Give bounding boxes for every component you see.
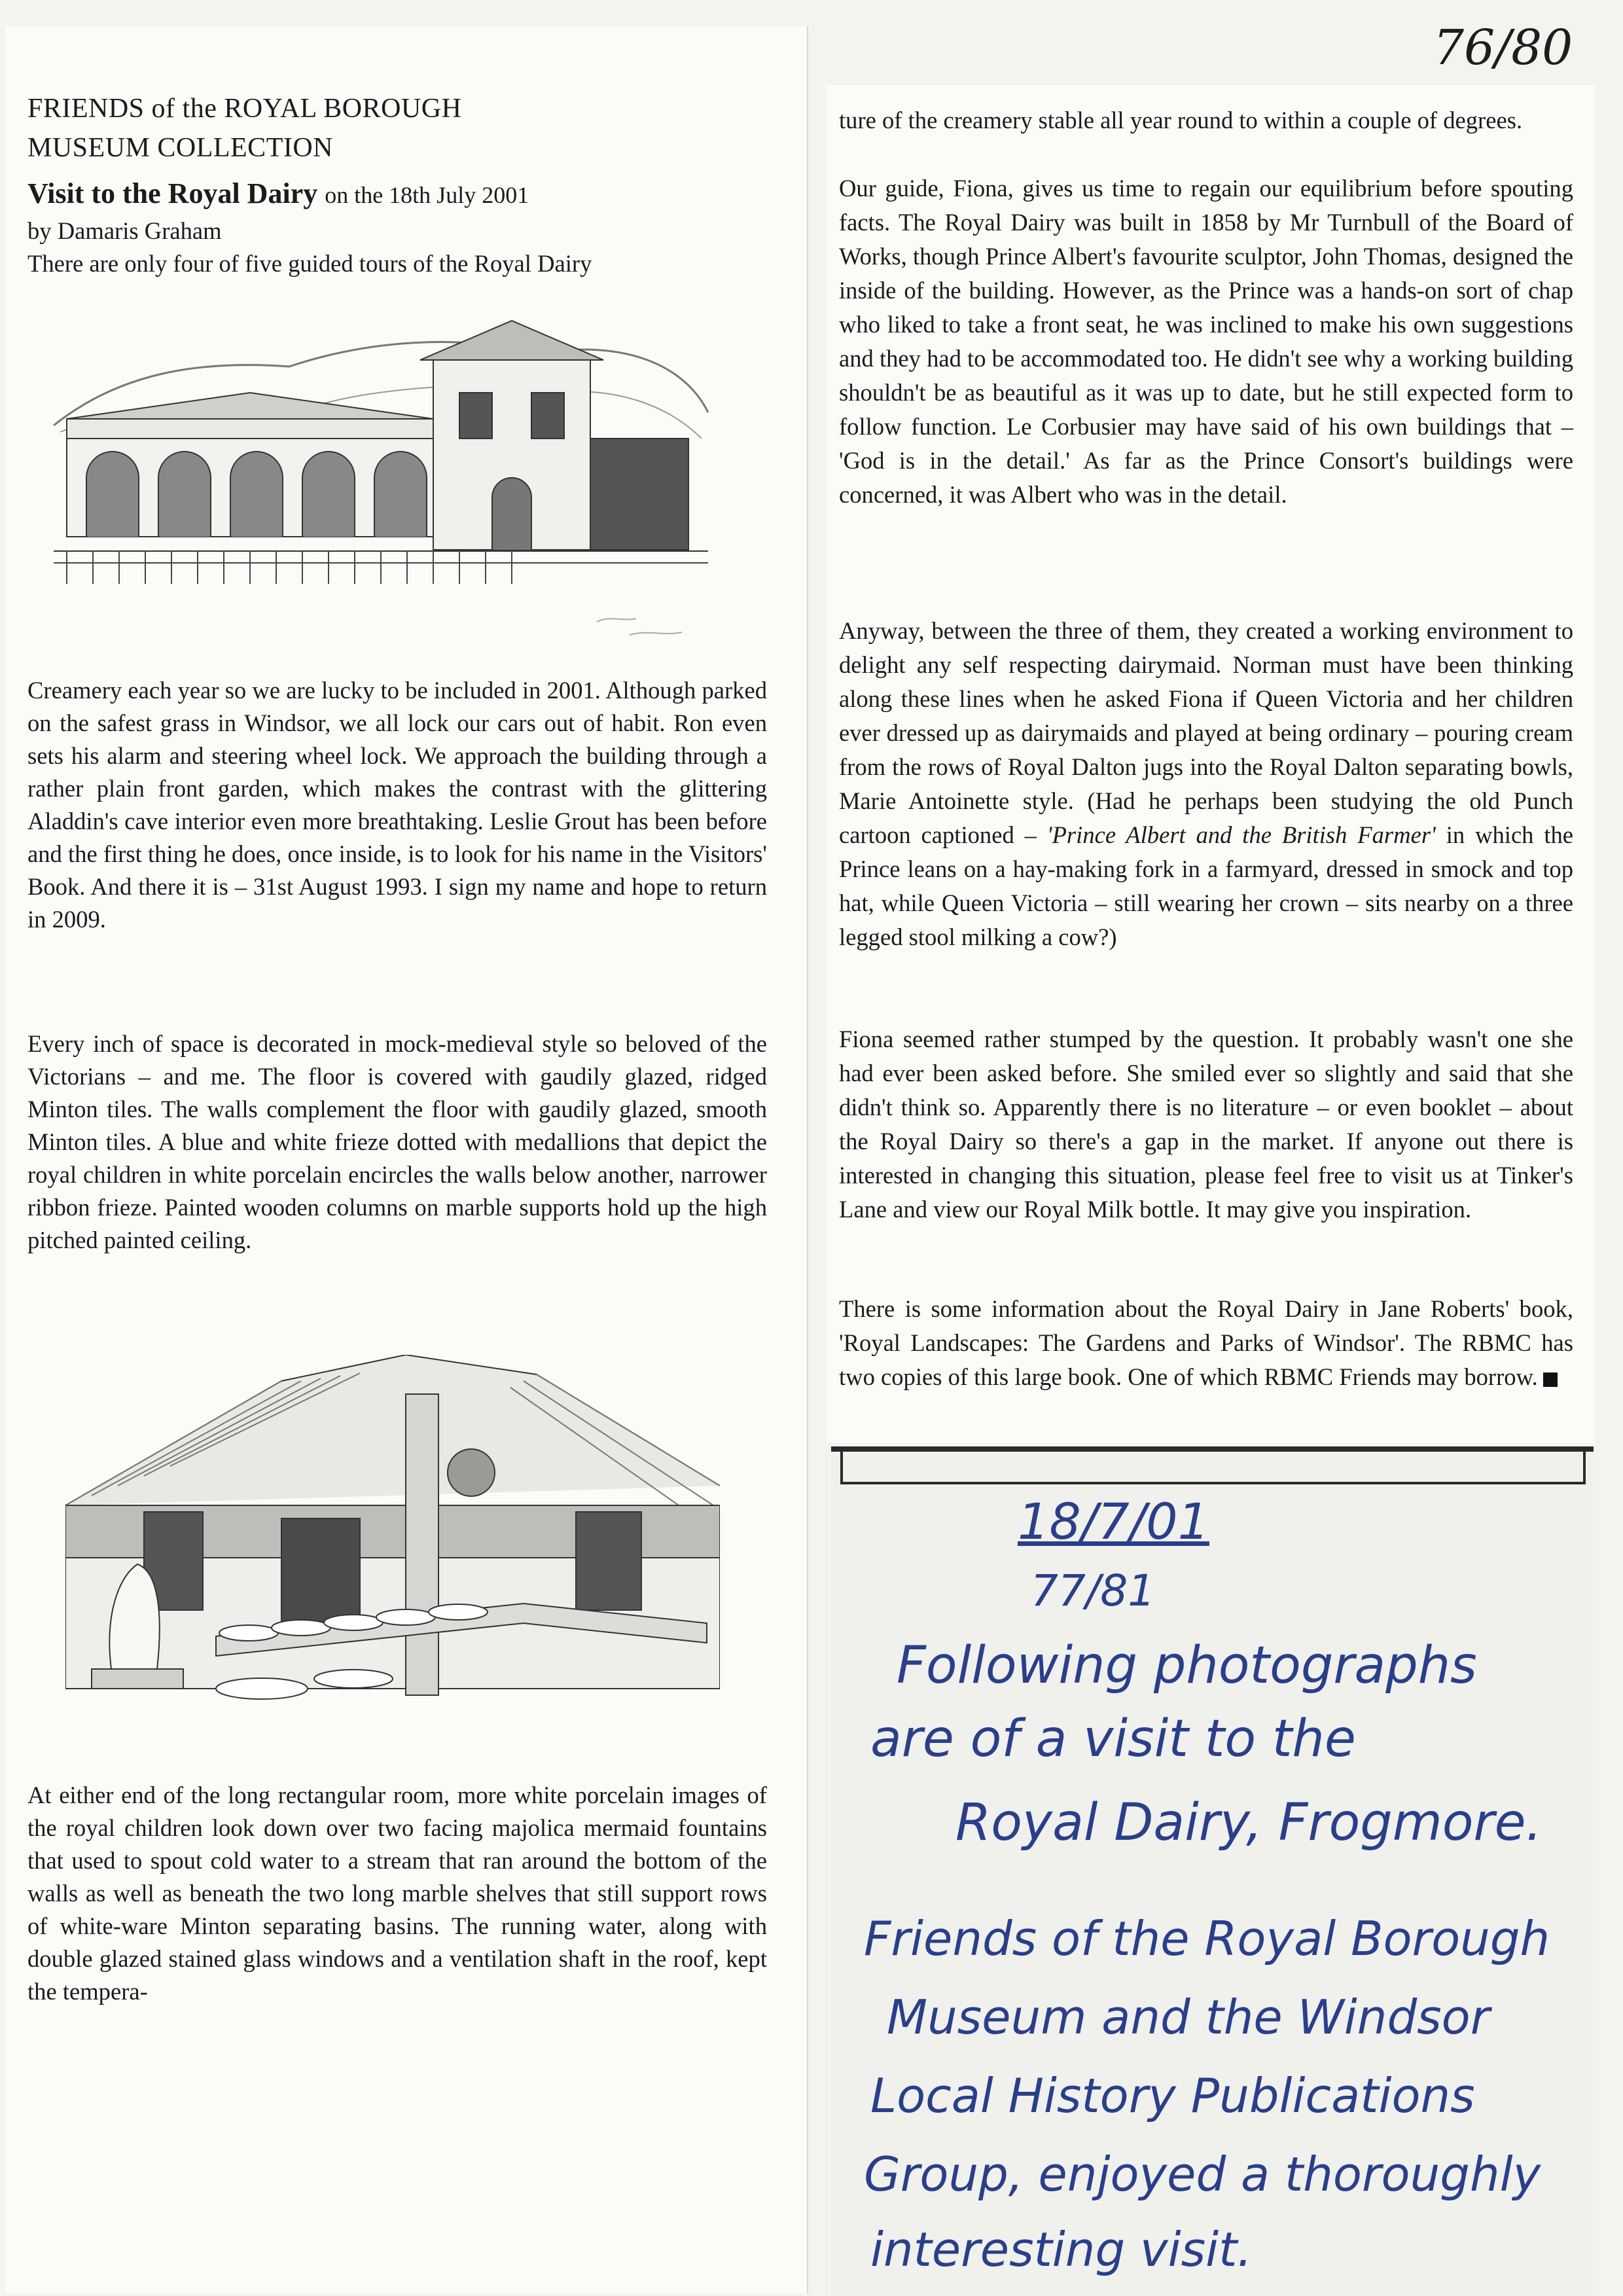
note-line-2: are of a visit to the <box>870 1710 1356 1768</box>
newsletter-title-line1: FRIENDS of the ROYAL BOROUGH <box>27 94 462 124</box>
newsletter-title-line2: MUSEUM COLLECTION <box>27 133 333 163</box>
punch-cartoon-caption: 'Prince Albert and the British Farmer' <box>1046 821 1436 848</box>
right-paragraph-3-end: in which the Prince leans on a hay-making fork in a farmyard, dressed in smock and top hat, while Queen Victoria – still wearing her crown – sits nearby on a three legged stool milking a cow?) <box>839 821 1574 950</box>
right-paragraph-1: ture of the creamery stable all year round to within a couple of degrees. <box>839 107 1523 134</box>
end-of-article-mark <box>1543 1372 1558 1387</box>
page-number-stamp: 76/80 <box>1433 20 1573 76</box>
right-paragraph-4: Fiona seemed rather stumped by the question. It probably wasn't one she had ever been asked before. She smiled ever so slightly and said that she didn't think so. Apparently there is no literature – or even booklet – about the Royal Dairy so there's a gap in the market. If anyone out there is interested in changing this situation, please feel free to visit us at Tinker's Lane and view our Royal Milk bottle. It may give you inspiration. <box>839 1026 1573 1223</box>
interior-sketch <box>65 1355 720 1708</box>
visit-title: Visit to the Royal Dairy <box>27 177 318 209</box>
right-paragraph-5-text: There is some information about the Royal Dairy in Jane Roberts' book, 'Royal Landscapes: The Gardens and Parks of Windsor'. The RBMC has two copies of this large book. One of which RBMC Friends may borrow. <box>839 1295 1573 1390</box>
note-date: 18/7/01 <box>1018 1492 1209 1551</box>
right-paragraph-3 <box>839 614 1573 954</box>
right-paragraph-3-start: Anyway, between the three of them, they created a working environment to delight any self respecting dairymaid. Norman must have been thinking along these lines when he asked Fiona if Queen Victoria and her children ever dressed up as dairymaids and played at being ordinary – pouring cream from the rows of Royal Dalton jugs into the Royal Dalton separating bowls, Marie Antoinette style. (Had he perhaps been studying the old Punch cartoon captioned – <box>839 617 1573 848</box>
left-paragraph-1: Creamery each year so we are lucky to be included in 2001. Although parked on the safest grass in Windsor, we all lock our cars out of habit. Ron even sets his alarm and steering wheel lock. We approach the building through a rather plain front garden, which makes the contrast with the glittering Aladdin's cave interior even more breathtaking. Leslie Grout has been before and the first thing he does, once inside, is to look for his name in the Visitors' Book. And there it is – 31st August 1993. I sign my name and hope to return in 2009. <box>27 677 767 933</box>
right-paragraph-5 <box>839 1292 1573 1394</box>
visit-date: on the 18th July 2001 <box>325 182 529 208</box>
note-line-7: Group, enjoyed a thoroughly <box>864 2147 1541 2202</box>
article-title <box>27 177 529 210</box>
note-line-8: interesting visit. <box>870 2222 1253 2277</box>
note-line-5: Museum and the Windsor <box>887 1990 1490 2045</box>
card-frame <box>840 1450 1586 1484</box>
note-line-4: Friends of the Royal Borough <box>864 1911 1550 1966</box>
left-paragraph-2: Every inch of space is decorated in mock-medieval style so beloved of the Victorians – and me. The floor is covered with gaudily glazed, ridged Minton tiles. The walls complement the floor with gaudily glazed, smooth Minton tiles. A blue and white frieze dotted with medallions that depict the royal children in white porcelain encircles the walls below another, narrower ribbon frieze. Painted wooden columns on marble supports hold up the high pitched painted ceiling. <box>27 1030 767 1253</box>
byline: by Damaris Graham <box>27 217 222 244</box>
left-paragraph-3: At either end of the long rectangular room, more white porcelain images of the royal children look down over two facing majolica mermaid fountains that used to spout cold water to a stream that ran around the bottom of the walls as well as beneath the two long marble shelves that still support rows of white-ware Minton separating basins. The running water, along with double glazed stained glass windows and a ventilation shaft in the roof, kept the tempera- <box>27 1782 767 2005</box>
note-line-3: Royal Dairy, Frogmore. <box>955 1793 1543 1852</box>
note-line-6: Local History Publications <box>870 2068 1475 2123</box>
note-reference: 77/81 <box>1031 1566 1156 1616</box>
exterior-sketch <box>41 314 721 655</box>
right-paragraph-2: Our guide, Fiona, gives us time to regain our equilibrium before spouting facts. The Royal Dairy was built in 1858 by Mr Turnbull of the Board of Works, though Prince Albert's favourite sculptor, John Thomas, designed the inside of the building. However, as the Prince was a hands-on sort of chap who liked to take a front seat, he was inclined to make his own suggestions and they had to be accommodated too. He didn't see why a working building shouldn't be as beautiful as it was up to date, but he still expected form to follow function. Le Corbusier may have said of his own buildings that – 'God is in the detail.' As far as the Prince Consort's buildings were concerned, it was Albert who was in the detail. <box>839 175 1573 508</box>
note-line-1: Following photographs <box>897 1636 1477 1695</box>
intro-line: There are only four of five guided tours of the Royal Dairy <box>27 250 592 277</box>
